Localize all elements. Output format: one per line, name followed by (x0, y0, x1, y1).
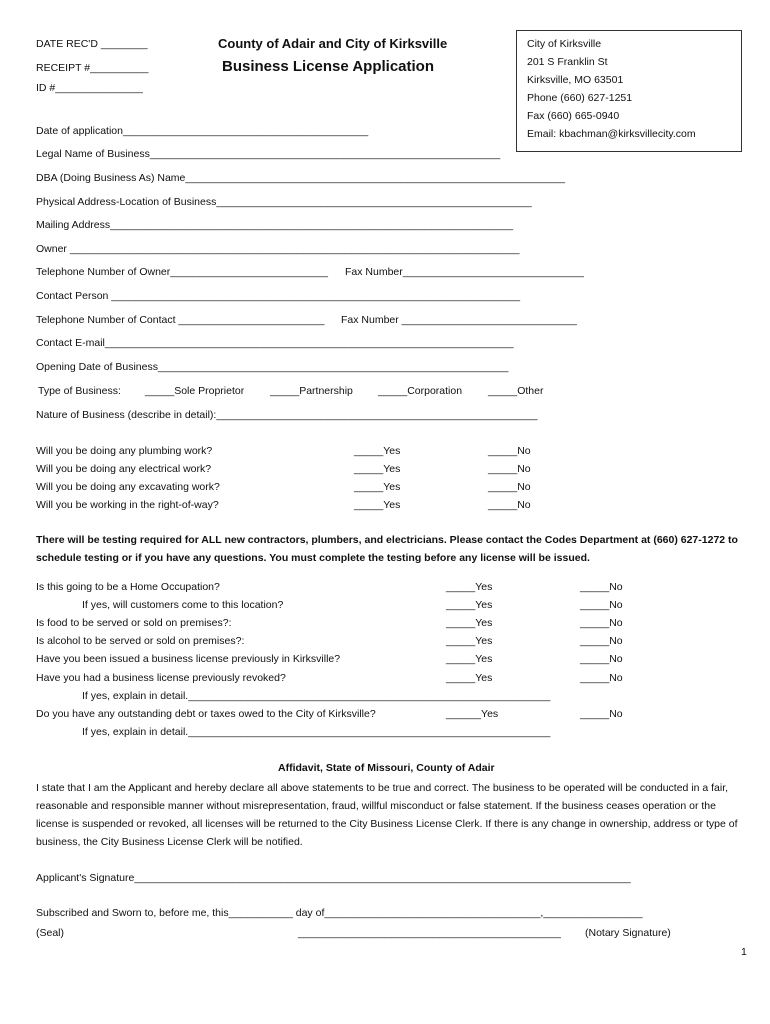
notary-signature-label: (Notary Signature) (585, 927, 671, 939)
date-received-field: DATE REC'D ________ (36, 38, 148, 50)
type-corporation-option[interactable]: _____Corporation (378, 385, 463, 397)
receipt-number-field: RECEIPT #__________ (36, 62, 149, 74)
contact-fax-field[interactable]: Fax Number ______________________________ (341, 314, 577, 326)
county-title: County of Adair and City of Kirksville (218, 36, 448, 51)
opening-date-field[interactable]: Opening Date of Business____________________________________________________________ (36, 361, 509, 373)
owner-fax-field[interactable]: Fax Number_______________________________ (345, 266, 584, 278)
type-partnership-option[interactable]: _____Partnership (270, 385, 353, 397)
testing-notice: There will be testing required for ALL new contractors, plumbers, and electricians. Please contact the Codes Department at (660) 627-1272 to schedule testing or if you have any questions. You must complete the testing before any license will be issued. (36, 534, 738, 564)
customers-yes-option[interactable]: _____Yes (446, 599, 493, 611)
affidavit-title: Affidavit, State of Missouri, County of Adair (278, 762, 495, 774)
question-home-occupation: Is this going to be a Home Occupation? (36, 581, 220, 593)
page-number: 1 (741, 946, 747, 958)
question-food: Is food to be served or sold on premises?: (36, 617, 232, 629)
alcohol-no-option[interactable]: _____No (580, 635, 623, 647)
address-email: Email: kbachman@kirksvillecity.com (527, 128, 696, 140)
physical-address-field[interactable]: Physical Address-Location of Business______________________________________________________ (36, 196, 532, 208)
previous-license-no-option[interactable]: _____No (580, 653, 623, 665)
food-yes-option[interactable]: _____Yes (446, 617, 493, 629)
business-type-label: Type of Business: (38, 385, 121, 397)
home-occupation-no-option[interactable]: _____No (580, 581, 623, 593)
question-alcohol: Is alcohol to be served or sold on premises?: (36, 635, 245, 647)
excavating-no-option[interactable]: _____No (488, 481, 531, 493)
contact-person-field[interactable]: Contact Person ______________________________________________________________________ (36, 290, 521, 302)
legal-name-field[interactable]: Legal Name of Business____________________________________________________________ (36, 148, 501, 160)
food-no-option[interactable]: _____No (580, 617, 623, 629)
contact-telephone-field[interactable]: Telephone Number of Contact _________________________ (36, 314, 325, 326)
affidavit-text: I state that I am the Applicant and hereby declare all above statements to be true and correct. The business to be operated will be conducted in a fair, reasonable and responsible manner without misrepresentation, fraud, willful misconduct or false statement. If the business ceases operation or the license is suspended or revoked, all licenses will be returned to the City Business License Clerk. If there is any change in ownership, address or type of business, the City Business License Clerk will be notified. (36, 782, 738, 848)
question-right-of-way: Will you be working in the right-of-way? (36, 499, 219, 511)
subscribed-sworn-field[interactable]: Subscribed and Sworn to, before me, this___________ day of_____________________________________,_________________ (36, 907, 643, 919)
type-other-option[interactable]: _____Other (488, 385, 544, 397)
address-phone: Phone (660) 627-1251 (527, 92, 633, 104)
owner-telephone-field[interactable]: Telephone Number of Owner___________________________ (36, 266, 328, 278)
question-electrical: Will you be doing any electrical work? (36, 463, 212, 475)
address-line-3: Kirksville, MO 63501 (527, 74, 624, 86)
owner-field[interactable]: Owner _____________________________________________________________________________ (36, 243, 520, 255)
type-sole-proprietor-option[interactable]: _____Sole Proprietor (145, 385, 245, 397)
home-occupation-yes-option[interactable]: _____Yes (446, 581, 493, 593)
right-of-way-no-option[interactable]: _____No (488, 499, 531, 511)
explain-debt-field[interactable]: If yes, explain in detail.______________________________________________________________ (82, 726, 551, 738)
question-customers-location: If yes, will customers come to this location? (82, 599, 284, 611)
id-number-field: ID #_______________ (36, 82, 143, 94)
plumbing-no-option[interactable]: _____No (488, 445, 531, 457)
question-license-revoked: Have you had a business license previously revoked? (36, 672, 286, 684)
electrical-no-option[interactable]: _____No (488, 463, 531, 475)
dba-field[interactable]: DBA (Doing Business As) Name_________________________________________________________________ (36, 172, 565, 184)
revoked-no-option[interactable]: _____No (580, 672, 623, 684)
revoked-yes-option[interactable]: _____Yes (446, 672, 493, 684)
previous-license-yes-option[interactable]: _____Yes (446, 653, 493, 665)
right-of-way-yes-option[interactable]: _____Yes (354, 499, 401, 511)
address-fax: Fax (660) 665-0940 (527, 110, 620, 122)
debt-no-option[interactable]: _____No (580, 708, 623, 720)
notary-signature-line[interactable]: _____________________________________________ (298, 927, 561, 939)
question-excavating: Will you be doing any excavating work? (36, 481, 220, 493)
city-address-box (516, 30, 742, 152)
question-outstanding-debt: Do you have any outstanding debt or taxes owed to the City of Kirksville? (36, 708, 376, 720)
plumbing-yes-option[interactable]: _____Yes (354, 445, 401, 457)
form-title: Business License Application (222, 58, 434, 75)
explain-revoked-field[interactable]: If yes, explain in detail.______________________________________________________________ (82, 690, 551, 702)
electrical-yes-option[interactable]: _____Yes (354, 463, 401, 475)
alcohol-yes-option[interactable]: _____Yes (446, 635, 493, 647)
address-line-2: 201 S Franklin St (527, 56, 608, 68)
nature-of-business-field[interactable]: Nature of Business (describe in detail):_______________________________________________________ (36, 409, 538, 421)
date-of-application-field[interactable]: Date of application__________________________________________ (36, 125, 369, 137)
seal-label: (Seal) (36, 927, 65, 939)
customers-no-option[interactable]: _____No (580, 599, 623, 611)
applicant-signature-field[interactable]: Applicant's Signature_____________________________________________________________________________________ (36, 872, 631, 884)
question-previous-license: Have you been issued a business license previously in Kirksville? (36, 653, 341, 665)
excavating-yes-option[interactable]: _____Yes (354, 481, 401, 493)
mailing-address-field[interactable]: Mailing Address_____________________________________________________________________ (36, 219, 514, 231)
address-line-1: City of Kirksville (527, 38, 602, 50)
debt-yes-option[interactable]: ______Yes (446, 708, 499, 720)
question-plumbing: Will you be doing any plumbing work? (36, 445, 213, 457)
contact-email-field[interactable]: Contact E-mail______________________________________________________________________ (36, 337, 514, 349)
